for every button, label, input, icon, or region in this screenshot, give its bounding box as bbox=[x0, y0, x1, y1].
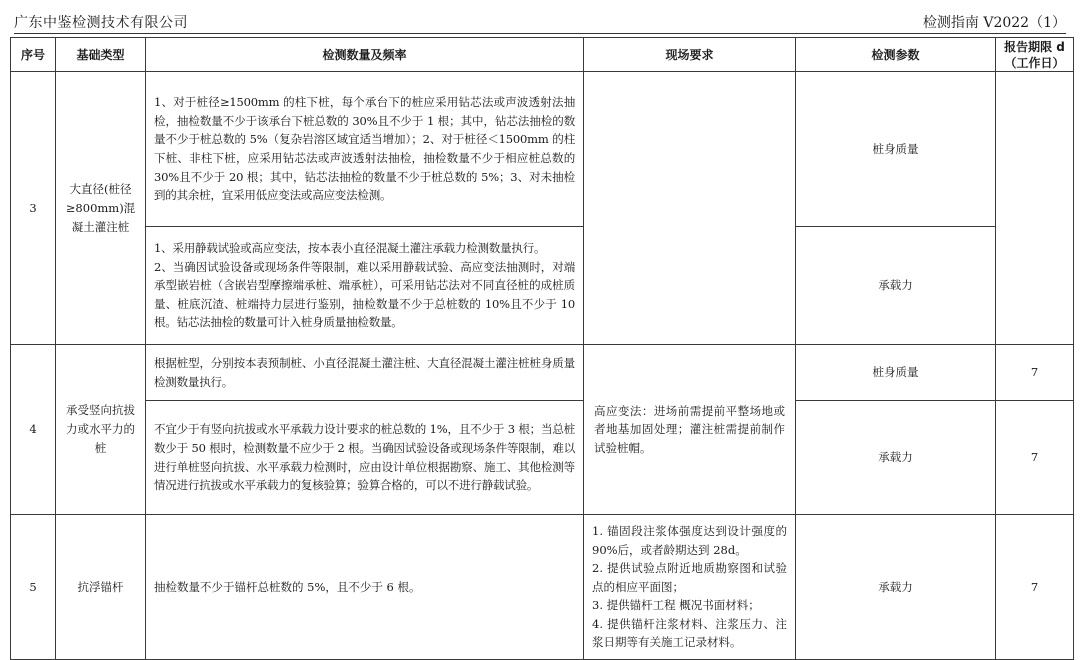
row3-param-capacity: 承载力 bbox=[796, 227, 996, 345]
row4-no: 4 bbox=[11, 345, 56, 515]
col-header-type: 基础类型 bbox=[56, 38, 146, 72]
row4-site: 高应变法：进场前需提前平整场地或者地基加固处理；灌注桩需提前制作试验桩帽。 bbox=[584, 345, 796, 515]
document-version: 检测指南 V2022（1） bbox=[922, 15, 1066, 31]
row3-capacity-item1: 1、采用静载试验或高应变法，按本表小直径混凝土灌注承载力检测数量执行。 bbox=[154, 241, 546, 256]
row5-quantity: 抽检数量不少于锚杆总桩数的 5%，且不少于 6 根。 bbox=[146, 515, 584, 660]
row5-param: 承载力 bbox=[796, 515, 996, 660]
table-header-row bbox=[11, 38, 1074, 72]
table-row bbox=[11, 72, 1074, 227]
row4-days-capacity: 7 bbox=[996, 401, 1074, 515]
row3-quantity-quality: 1、对于桩径≥1500mm 的柱下桩，每个承台下的桩应采用钻芯法或声波透射法抽检，抽检数量不少于该承台下桩总数的 30%且不少于 1 根；其中，钻芯法抽检的数量不少于桩总数的 5%（复杂岩溶区域宜适当增加）；2、对于桩径＜1500mm 的柱下桩、非柱下桩，应采用钻芯法或声波透射法抽检，抽检数量不少于相应桩总数的 30%且不少于 20 根；其中，钻芯法抽检的数量不少于桩总数的 5%；3、对未抽检到的其余桩，宜采用低应变法或高应变法检测。 bbox=[146, 72, 584, 227]
table-row bbox=[11, 227, 1074, 345]
table-row bbox=[11, 345, 1074, 401]
report-period-line2: （工作日） bbox=[1004, 55, 1065, 70]
page-header bbox=[14, 0, 1066, 34]
row3-site bbox=[584, 72, 796, 345]
table-row bbox=[11, 515, 1074, 660]
col-header-no: 序号 bbox=[11, 38, 56, 72]
col-header-param: 检测参数 bbox=[796, 38, 996, 72]
row4-quantity-quality: 根据桩型，分别按本表预制桩、小直径混凝土灌注桩、大直径混凝土灌注桩桩身质量检测数量执行。 bbox=[146, 345, 584, 401]
row4-param-capacity: 承载力 bbox=[796, 401, 996, 515]
row3-days bbox=[996, 72, 1074, 345]
col-header-report-period bbox=[996, 38, 1074, 72]
table-row bbox=[11, 401, 1074, 515]
row4-param-quality: 桩身质量 bbox=[796, 345, 996, 401]
row3-capacity-item2: 2、当确因试验设备或现场条件等限制，难以采用静载试验、高应变法抽测时，对端承型嵌岩桩（含嵌岩型摩擦端承桩、端承桩），可采用钻芯法对不同直径桩的成桩质量、桩底沉渣、桩端持力层进行鉴别，抽检数量不少于总桩数的 10%且不少于 10 根。钻芯法抽检的数量可计入桩身质量抽检数量。 bbox=[154, 259, 575, 330]
report-period-line1: 报告期限 d bbox=[1004, 39, 1065, 54]
row4-type: 承受竖向抗拔力或水平力的桩 bbox=[56, 345, 146, 515]
row5-no: 5 bbox=[11, 515, 56, 660]
row4-quantity-capacity: 不宜少于有竖向抗拔或水平承载力设计要求的桩总数的 1%，且不少于 3 根；当总桩数少于 50 根时，检测数量不应少于 2 根。当确因试验设备或现场条件等限制，难以进行单桩竖向抗拔、水平承载力检测时，应由设计单位根据勘察、施工、其他检测等情况进行抗拔或水平承载力的复核验算；验算合格的，可以不进行静载试验。 bbox=[146, 401, 584, 515]
row3-no: 3 bbox=[11, 72, 56, 345]
row5-days: 7 bbox=[996, 515, 1074, 660]
row3-param-quality: 桩身质量 bbox=[796, 72, 996, 227]
inspection-table bbox=[10, 37, 1074, 660]
row5-type: 抗浮锚杆 bbox=[56, 515, 146, 660]
company-name: 广东中鉴检测技术有限公司 bbox=[14, 15, 188, 31]
row3-type: 大直径(桩径≥800mm)混凝土灌注桩 bbox=[56, 72, 146, 345]
col-header-quantity: 检测数量及频率 bbox=[146, 38, 584, 72]
row3-quantity-capacity bbox=[146, 227, 584, 345]
row4-days-quality: 7 bbox=[996, 345, 1074, 401]
col-header-site: 现场要求 bbox=[584, 38, 796, 72]
row5-site: 1. 锚固段注浆体强度达到设计强度的 90%后，或者龄期达到 28d。 2. 提供试验点附近地质勘察图和试验点的相应平面图； 3. 提供锚杆工程 概况书面材料； 4. 提供锚杆注浆材料、注浆压力、注浆日期等有关施工记录材料。 bbox=[584, 515, 796, 660]
